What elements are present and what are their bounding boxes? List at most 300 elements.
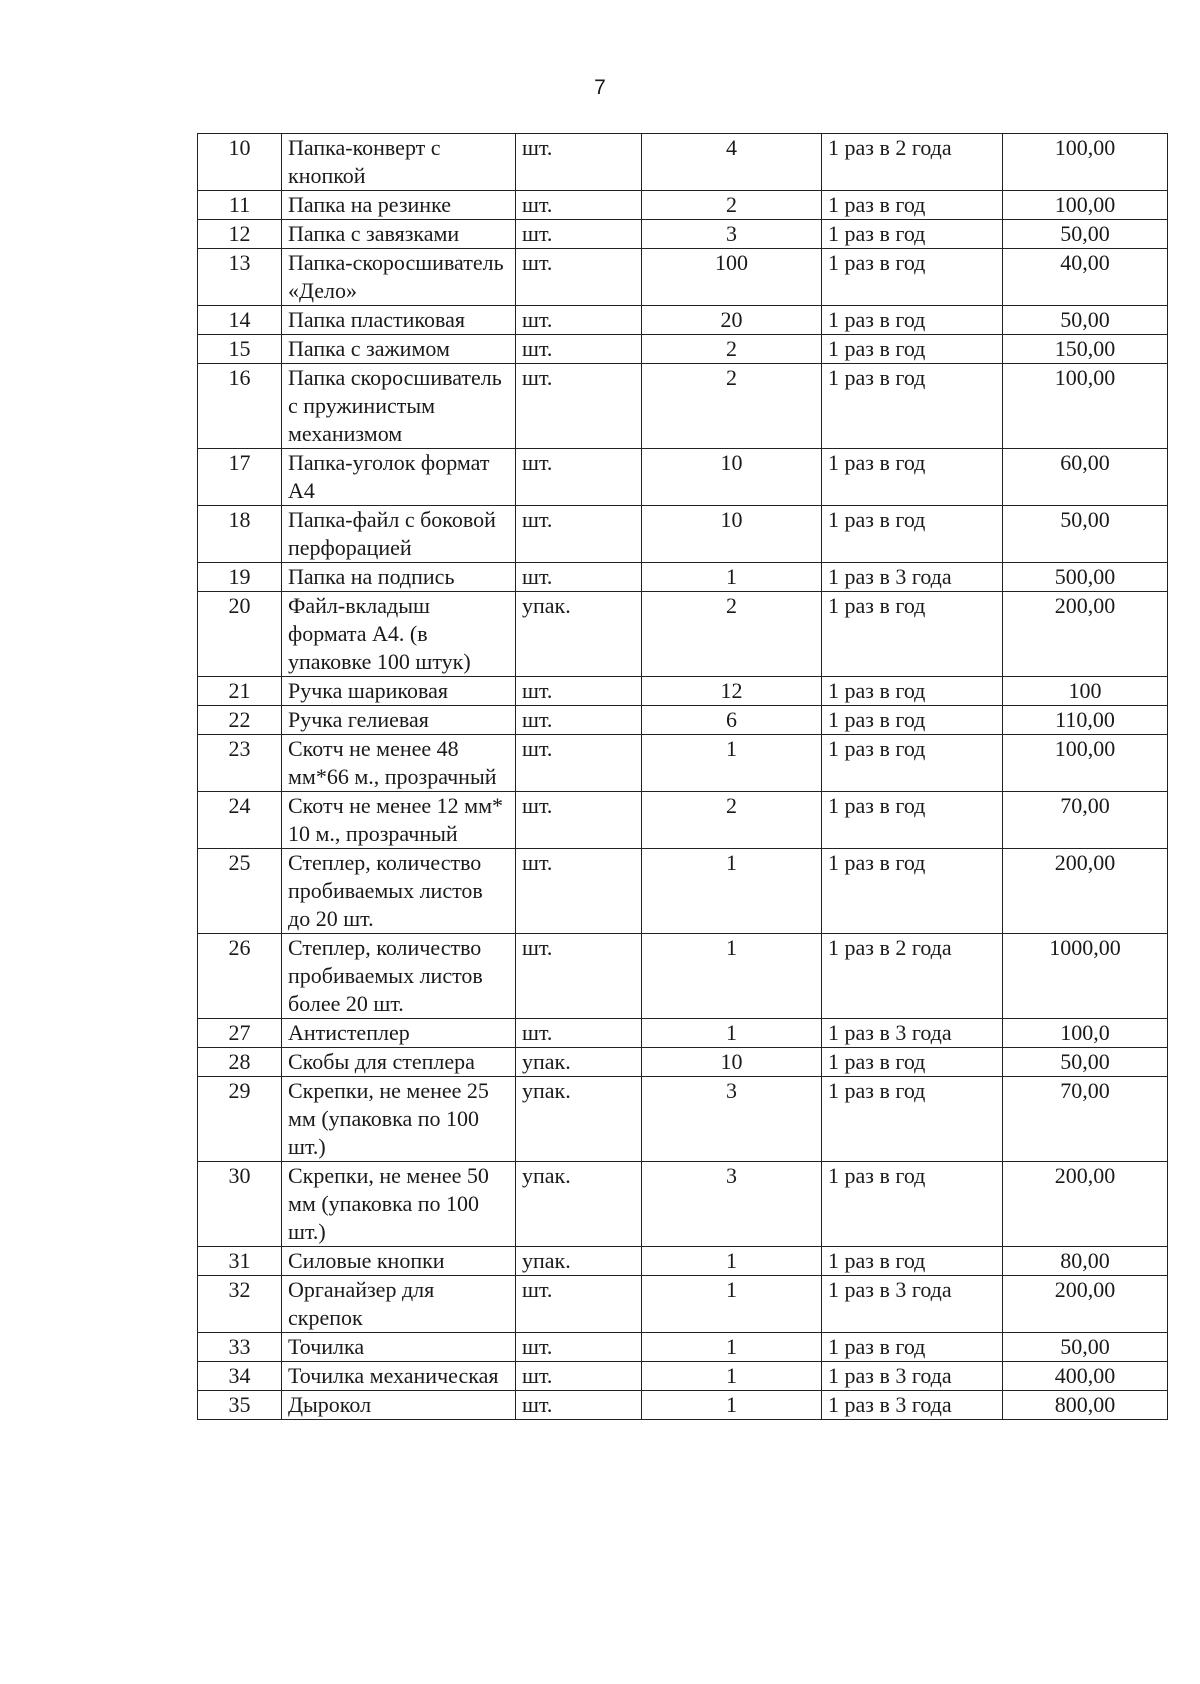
table-row	[198, 1362, 1168, 1391]
item-quantity-cell	[642, 1077, 822, 1162]
item-frequency-cell	[822, 1019, 1003, 1048]
item-frequency-cell	[822, 792, 1003, 849]
table-row	[198, 792, 1168, 849]
item-unit-cell	[516, 1333, 642, 1362]
item-price: 50,00	[1060, 507, 1110, 532]
row-number: 31	[228, 1248, 251, 1273]
item-name-cell	[282, 592, 516, 677]
row-number-cell	[198, 1362, 282, 1391]
item-name: Точилка	[288, 1334, 365, 1359]
row-number-cell	[198, 735, 282, 792]
item-name: Ручка гелиевая	[288, 707, 429, 732]
row-number-cell	[198, 191, 282, 220]
item-name: Папка пластиковая	[288, 307, 465, 332]
item-frequency-cell	[822, 306, 1003, 335]
item-price-cell	[1003, 706, 1168, 735]
item-price-cell	[1003, 1276, 1168, 1333]
item-unit-cell	[516, 677, 642, 706]
item-quantity: 12	[720, 678, 743, 703]
row-number-cell	[198, 592, 282, 677]
table-row	[198, 1162, 1168, 1247]
item-quantity-cell	[642, 1391, 822, 1420]
item-name-cell	[282, 563, 516, 592]
row-number-cell	[198, 134, 282, 191]
item-frequency-cell	[822, 249, 1003, 306]
row-number: 23	[228, 736, 251, 761]
item-frequency-cell	[822, 1362, 1003, 1391]
item-quantity: 2	[726, 365, 737, 390]
item-price-cell	[1003, 191, 1168, 220]
item-name-cell	[282, 934, 516, 1019]
item-quantity-cell	[642, 335, 822, 364]
item-quantity-cell	[642, 1276, 822, 1333]
item-price-cell	[1003, 677, 1168, 706]
item-frequency-cell	[822, 1247, 1003, 1276]
item-name: Скотч не менее 12 мм* 10 м., прозрачный	[288, 793, 504, 846]
item-unit: шт.	[522, 1392, 553, 1417]
item-quantity-cell	[642, 849, 822, 934]
item-unit-cell	[516, 449, 642, 506]
item-unit: шт.	[522, 450, 553, 475]
table-row	[198, 335, 1168, 364]
item-price-cell	[1003, 592, 1168, 677]
item-unit: шт.	[522, 221, 553, 246]
item-name-cell	[282, 792, 516, 849]
item-quantity-cell	[642, 1247, 822, 1276]
item-frequency-cell	[822, 1391, 1003, 1420]
item-frequency-cell	[822, 563, 1003, 592]
item-unit-cell	[516, 735, 642, 792]
item-price-cell	[1003, 792, 1168, 849]
item-unit: шт.	[522, 678, 553, 703]
table-row	[198, 735, 1168, 792]
item-name-cell	[282, 1077, 516, 1162]
row-number-cell	[198, 1247, 282, 1276]
item-name: Точилка механическая	[288, 1363, 499, 1388]
item-name: Файл-вкладыш формата А4. (в упаковке 100 штук)	[288, 593, 471, 674]
row-number: 27	[228, 1020, 251, 1045]
item-price: 50,00	[1060, 1334, 1110, 1359]
item-name: Силовые кнопки	[288, 1248, 445, 1273]
row-number: 24	[228, 793, 251, 818]
item-name: Скотч не менее 48 мм*66 м., прозрачный	[288, 736, 497, 789]
item-frequency-cell	[822, 849, 1003, 934]
item-price-cell	[1003, 849, 1168, 934]
item-frequency-cell	[822, 1077, 1003, 1162]
item-quantity: 3	[726, 1078, 737, 1103]
item-price: 1000,00	[1049, 935, 1121, 960]
row-number: 26	[228, 935, 251, 960]
item-unit: шт.	[522, 564, 553, 589]
item-price: 50,00	[1060, 221, 1110, 246]
item-unit: шт.	[522, 793, 553, 818]
item-name: Степлер, количество пробиваемых листов более 20 шт.	[288, 935, 483, 1016]
item-price-cell	[1003, 249, 1168, 306]
row-number-cell	[198, 1019, 282, 1048]
row-number: 14	[228, 307, 251, 332]
item-quantity-cell	[642, 1362, 822, 1391]
item-quantity: 1	[726, 1334, 737, 1359]
item-frequency: 1 раз в год	[828, 221, 926, 246]
item-name: Органайзер для скрепок	[288, 1277, 435, 1330]
table-row	[198, 1247, 1168, 1276]
item-quantity: 3	[726, 1163, 737, 1188]
row-number: 28	[228, 1049, 251, 1074]
item-quantity-cell	[642, 1048, 822, 1077]
item-quantity-cell	[642, 1333, 822, 1362]
item-name: Папка-конверт с кнопкой	[288, 135, 441, 188]
row-number: 35	[228, 1392, 251, 1417]
item-name-cell	[282, 335, 516, 364]
item-price: 100,0	[1060, 1020, 1110, 1045]
item-unit: упак.	[522, 1078, 571, 1103]
item-unit: шт.	[522, 850, 553, 875]
item-name: Папка-файл с боковой перфорацией	[288, 507, 496, 560]
item-name-cell	[282, 1391, 516, 1420]
item-quantity: 6	[726, 707, 737, 732]
item-unit: шт.	[522, 365, 553, 390]
item-quantity-cell	[642, 792, 822, 849]
item-name: Папка-уголок формат А4	[288, 450, 490, 503]
item-frequency: 1 раз в 3 года	[828, 564, 952, 589]
item-unit: шт.	[522, 1277, 553, 1302]
item-unit-cell	[516, 191, 642, 220]
item-quantity-cell	[642, 706, 822, 735]
row-number-cell	[198, 677, 282, 706]
item-unit-cell	[516, 934, 642, 1019]
item-quantity-cell	[642, 592, 822, 677]
item-price-cell	[1003, 134, 1168, 191]
item-unit: шт.	[522, 935, 553, 960]
item-quantity-cell	[642, 1019, 822, 1048]
item-quantity-cell	[642, 134, 822, 191]
row-number-cell	[198, 849, 282, 934]
item-quantity: 1	[726, 1248, 737, 1273]
item-unit: шт.	[522, 307, 553, 332]
item-quantity-cell	[642, 249, 822, 306]
row-number: 10	[228, 135, 251, 160]
row-number: 25	[228, 850, 251, 875]
table-row	[198, 506, 1168, 563]
item-name: Скрепки, не менее 25 мм (упаковка по 100 шт.)	[288, 1078, 489, 1159]
item-quantity: 2	[726, 793, 737, 818]
item-quantity-cell	[642, 677, 822, 706]
item-frequency: 1 раз в 3 года	[828, 1392, 952, 1417]
item-unit: упак.	[522, 1248, 571, 1273]
item-quantity: 1	[726, 1020, 737, 1045]
row-number: 32	[228, 1277, 251, 1302]
item-name-cell	[282, 364, 516, 449]
item-price: 200,00	[1054, 850, 1116, 875]
item-quantity-cell	[642, 934, 822, 1019]
item-frequency-cell	[822, 934, 1003, 1019]
item-price-cell	[1003, 1247, 1168, 1276]
item-quantity: 100	[715, 250, 748, 275]
item-frequency-cell	[822, 134, 1003, 191]
item-quantity: 1	[726, 850, 737, 875]
item-price-cell	[1003, 1048, 1168, 1077]
item-quantity: 2	[726, 192, 737, 217]
item-unit-cell	[516, 249, 642, 306]
item-frequency: 1 раз в год	[828, 593, 926, 618]
row-number: 18	[228, 507, 251, 532]
item-unit: шт.	[522, 707, 553, 732]
row-number: 17	[228, 450, 251, 475]
item-price: 800,00	[1054, 1392, 1116, 1417]
item-price: 500,00	[1054, 564, 1116, 589]
row-number: 11	[228, 192, 251, 217]
row-number-cell	[198, 934, 282, 1019]
table-row	[198, 1333, 1168, 1362]
item-frequency-cell	[822, 191, 1003, 220]
item-frequency-cell	[822, 706, 1003, 735]
table-row	[198, 191, 1168, 220]
item-name-cell	[282, 1362, 516, 1391]
item-price-cell	[1003, 449, 1168, 506]
table-row	[198, 1077, 1168, 1162]
item-frequency: 1 раз в год	[828, 1248, 926, 1273]
table-row	[198, 1391, 1168, 1420]
row-number-cell	[198, 792, 282, 849]
item-name: Скрепки, не менее 50 мм (упаковка по 100 шт.)	[288, 1163, 489, 1244]
item-frequency: 1 раз в год	[828, 678, 926, 703]
table-row	[198, 706, 1168, 735]
item-frequency: 1 раз в год	[828, 1334, 926, 1359]
item-frequency-cell	[822, 592, 1003, 677]
item-name-cell	[282, 1019, 516, 1048]
item-frequency-cell	[822, 1276, 1003, 1333]
item-name-cell	[282, 1333, 516, 1362]
item-unit: шт.	[522, 250, 553, 275]
item-quantity: 1	[726, 935, 737, 960]
item-frequency: 1 раз в 3 года	[828, 1363, 952, 1388]
row-number: 16	[228, 365, 251, 390]
item-price-cell	[1003, 1333, 1168, 1362]
item-frequency: 1 раз в 2 года	[828, 135, 952, 160]
item-price: 70,00	[1060, 1078, 1110, 1103]
row-number-cell	[198, 1391, 282, 1420]
item-unit: шт.	[522, 336, 553, 361]
item-frequency-cell	[822, 1048, 1003, 1077]
row-number-cell	[198, 706, 282, 735]
row-number-cell	[198, 449, 282, 506]
item-quantity-cell	[642, 306, 822, 335]
item-unit: шт.	[522, 736, 553, 761]
item-unit-cell	[516, 134, 642, 191]
item-price: 110,00	[1055, 707, 1115, 732]
table-row	[198, 220, 1168, 249]
item-frequency: 1 раз в год	[828, 736, 926, 761]
row-number: 15	[228, 336, 251, 361]
item-frequency: 1 раз в год	[828, 1078, 926, 1103]
item-unit: шт.	[522, 507, 553, 532]
item-quantity-cell	[642, 1162, 822, 1247]
table-row	[198, 677, 1168, 706]
item-price-cell	[1003, 1391, 1168, 1420]
item-price: 150,00	[1054, 336, 1116, 361]
item-unit-cell	[516, 220, 642, 249]
item-quantity: 1	[726, 736, 737, 761]
item-unit: шт.	[522, 1334, 553, 1359]
item-name-cell	[282, 134, 516, 191]
item-quantity-cell	[642, 220, 822, 249]
item-price: 50,00	[1060, 1049, 1110, 1074]
item-frequency: 1 раз в год	[828, 1163, 926, 1188]
item-unit: шт.	[522, 1020, 553, 1045]
item-quantity: 10	[720, 1049, 743, 1074]
table-body	[198, 134, 1168, 1420]
item-name: Папка-скоросшиватель «Дело»	[288, 250, 504, 303]
table-row	[198, 1019, 1168, 1048]
item-frequency: 1 раз в год	[828, 250, 926, 275]
item-unit: упак.	[522, 593, 571, 618]
row-number: 19	[228, 564, 251, 589]
item-price: 200,00	[1054, 593, 1116, 618]
table-row	[198, 306, 1168, 335]
item-price-cell	[1003, 1077, 1168, 1162]
item-unit-cell	[516, 792, 642, 849]
row-number: 21	[228, 678, 251, 703]
item-quantity: 1	[726, 1392, 737, 1417]
item-unit-cell	[516, 1019, 642, 1048]
item-name-cell	[282, 677, 516, 706]
item-unit-cell	[516, 563, 642, 592]
item-frequency: 1 раз в год	[828, 1049, 926, 1074]
table-row	[198, 934, 1168, 1019]
item-frequency: 1 раз в год	[828, 707, 926, 732]
row-number-cell	[198, 563, 282, 592]
row-number-cell	[198, 249, 282, 306]
item-name: Дырокол	[288, 1392, 372, 1417]
row-number: 13	[228, 250, 251, 275]
row-number-cell	[198, 306, 282, 335]
item-name: Папка скоросшиватель с пружинистым механизмом	[288, 365, 502, 446]
item-unit-cell	[516, 306, 642, 335]
item-price: 80,00	[1060, 1248, 1110, 1273]
item-price: 400,00	[1054, 1363, 1116, 1388]
item-unit: шт.	[522, 135, 553, 160]
item-price-cell	[1003, 1362, 1168, 1391]
item-price-cell	[1003, 934, 1168, 1019]
item-frequency: 1 раз в год	[828, 850, 926, 875]
item-name-cell	[282, 706, 516, 735]
item-price-cell	[1003, 220, 1168, 249]
item-price-cell	[1003, 506, 1168, 563]
item-frequency: 1 раз в год	[828, 192, 926, 217]
item-frequency-cell	[822, 1333, 1003, 1362]
table-row	[198, 563, 1168, 592]
item-name: Папка на подпись	[288, 564, 455, 589]
item-unit: шт.	[522, 192, 553, 217]
item-quantity-cell	[642, 449, 822, 506]
item-frequency-cell	[822, 335, 1003, 364]
row-number-cell	[198, 220, 282, 249]
item-quantity: 2	[726, 336, 737, 361]
row-number: 29	[228, 1078, 251, 1103]
item-name-cell	[282, 1276, 516, 1333]
item-unit-cell	[516, 1162, 642, 1247]
row-number-cell	[198, 1162, 282, 1247]
item-frequency-cell	[822, 735, 1003, 792]
item-name-cell	[282, 1247, 516, 1276]
item-unit: упак.	[522, 1163, 571, 1188]
item-name-cell	[282, 506, 516, 563]
item-quantity: 2	[726, 593, 737, 618]
row-number: 30	[228, 1163, 251, 1188]
item-unit-cell	[516, 1391, 642, 1420]
item-unit-cell	[516, 1048, 642, 1077]
item-unit-cell	[516, 1276, 642, 1333]
item-price: 60,00	[1060, 450, 1110, 475]
item-quantity: 4	[726, 135, 737, 160]
item-price: 40,00	[1060, 250, 1110, 275]
table-row	[198, 592, 1168, 677]
item-frequency-cell	[822, 677, 1003, 706]
row-number-cell	[198, 506, 282, 563]
item-frequency-cell	[822, 220, 1003, 249]
row-number-cell	[198, 1276, 282, 1333]
item-unit-cell	[516, 506, 642, 563]
item-frequency: 1 раз в год	[828, 793, 926, 818]
table-row	[198, 449, 1168, 506]
supplies-table	[197, 133, 1168, 1420]
item-unit-cell	[516, 849, 642, 934]
item-frequency: 1 раз в 3 года	[828, 1020, 952, 1045]
table-row	[198, 1048, 1168, 1077]
item-price: 100,00	[1054, 736, 1116, 761]
row-number-cell	[198, 335, 282, 364]
item-frequency: 1 раз в год	[828, 336, 926, 361]
item-quantity: 10	[720, 507, 743, 532]
item-unit-cell	[516, 1247, 642, 1276]
row-number-cell	[198, 1077, 282, 1162]
item-unit-cell	[516, 1077, 642, 1162]
item-name-cell	[282, 1162, 516, 1247]
item-name-cell	[282, 220, 516, 249]
item-name-cell	[282, 249, 516, 306]
item-price-cell	[1003, 1162, 1168, 1247]
row-number: 33	[228, 1334, 251, 1359]
table-row	[198, 364, 1168, 449]
item-price-cell	[1003, 1019, 1168, 1048]
item-name-cell	[282, 849, 516, 934]
item-quantity: 10	[720, 450, 743, 475]
item-price: 100,00	[1054, 365, 1116, 390]
item-name-cell	[282, 306, 516, 335]
item-quantity: 1	[726, 564, 737, 589]
item-quantity: 20	[720, 307, 743, 332]
item-frequency: 1 раз в год	[828, 507, 926, 532]
item-frequency-cell	[822, 364, 1003, 449]
item-price: 200,00	[1054, 1277, 1116, 1302]
item-name: Ручка шариковая	[288, 678, 448, 703]
item-price-cell	[1003, 306, 1168, 335]
item-frequency: 1 раз в 3 года	[828, 1277, 952, 1302]
row-number-cell	[198, 1333, 282, 1362]
table-row	[198, 849, 1168, 934]
item-quantity: 1	[726, 1363, 737, 1388]
item-unit-cell	[516, 706, 642, 735]
item-quantity-cell	[642, 506, 822, 563]
item-name: Скобы для степлера	[288, 1049, 475, 1074]
item-frequency: 1 раз в 2 года	[828, 935, 952, 960]
item-frequency-cell	[822, 506, 1003, 563]
item-unit: шт.	[522, 1363, 553, 1388]
page-number: 7	[594, 76, 606, 99]
item-name: Папка на резинке	[288, 192, 451, 217]
item-price: 100,00	[1054, 135, 1116, 160]
item-price: 200,00	[1054, 1163, 1116, 1188]
